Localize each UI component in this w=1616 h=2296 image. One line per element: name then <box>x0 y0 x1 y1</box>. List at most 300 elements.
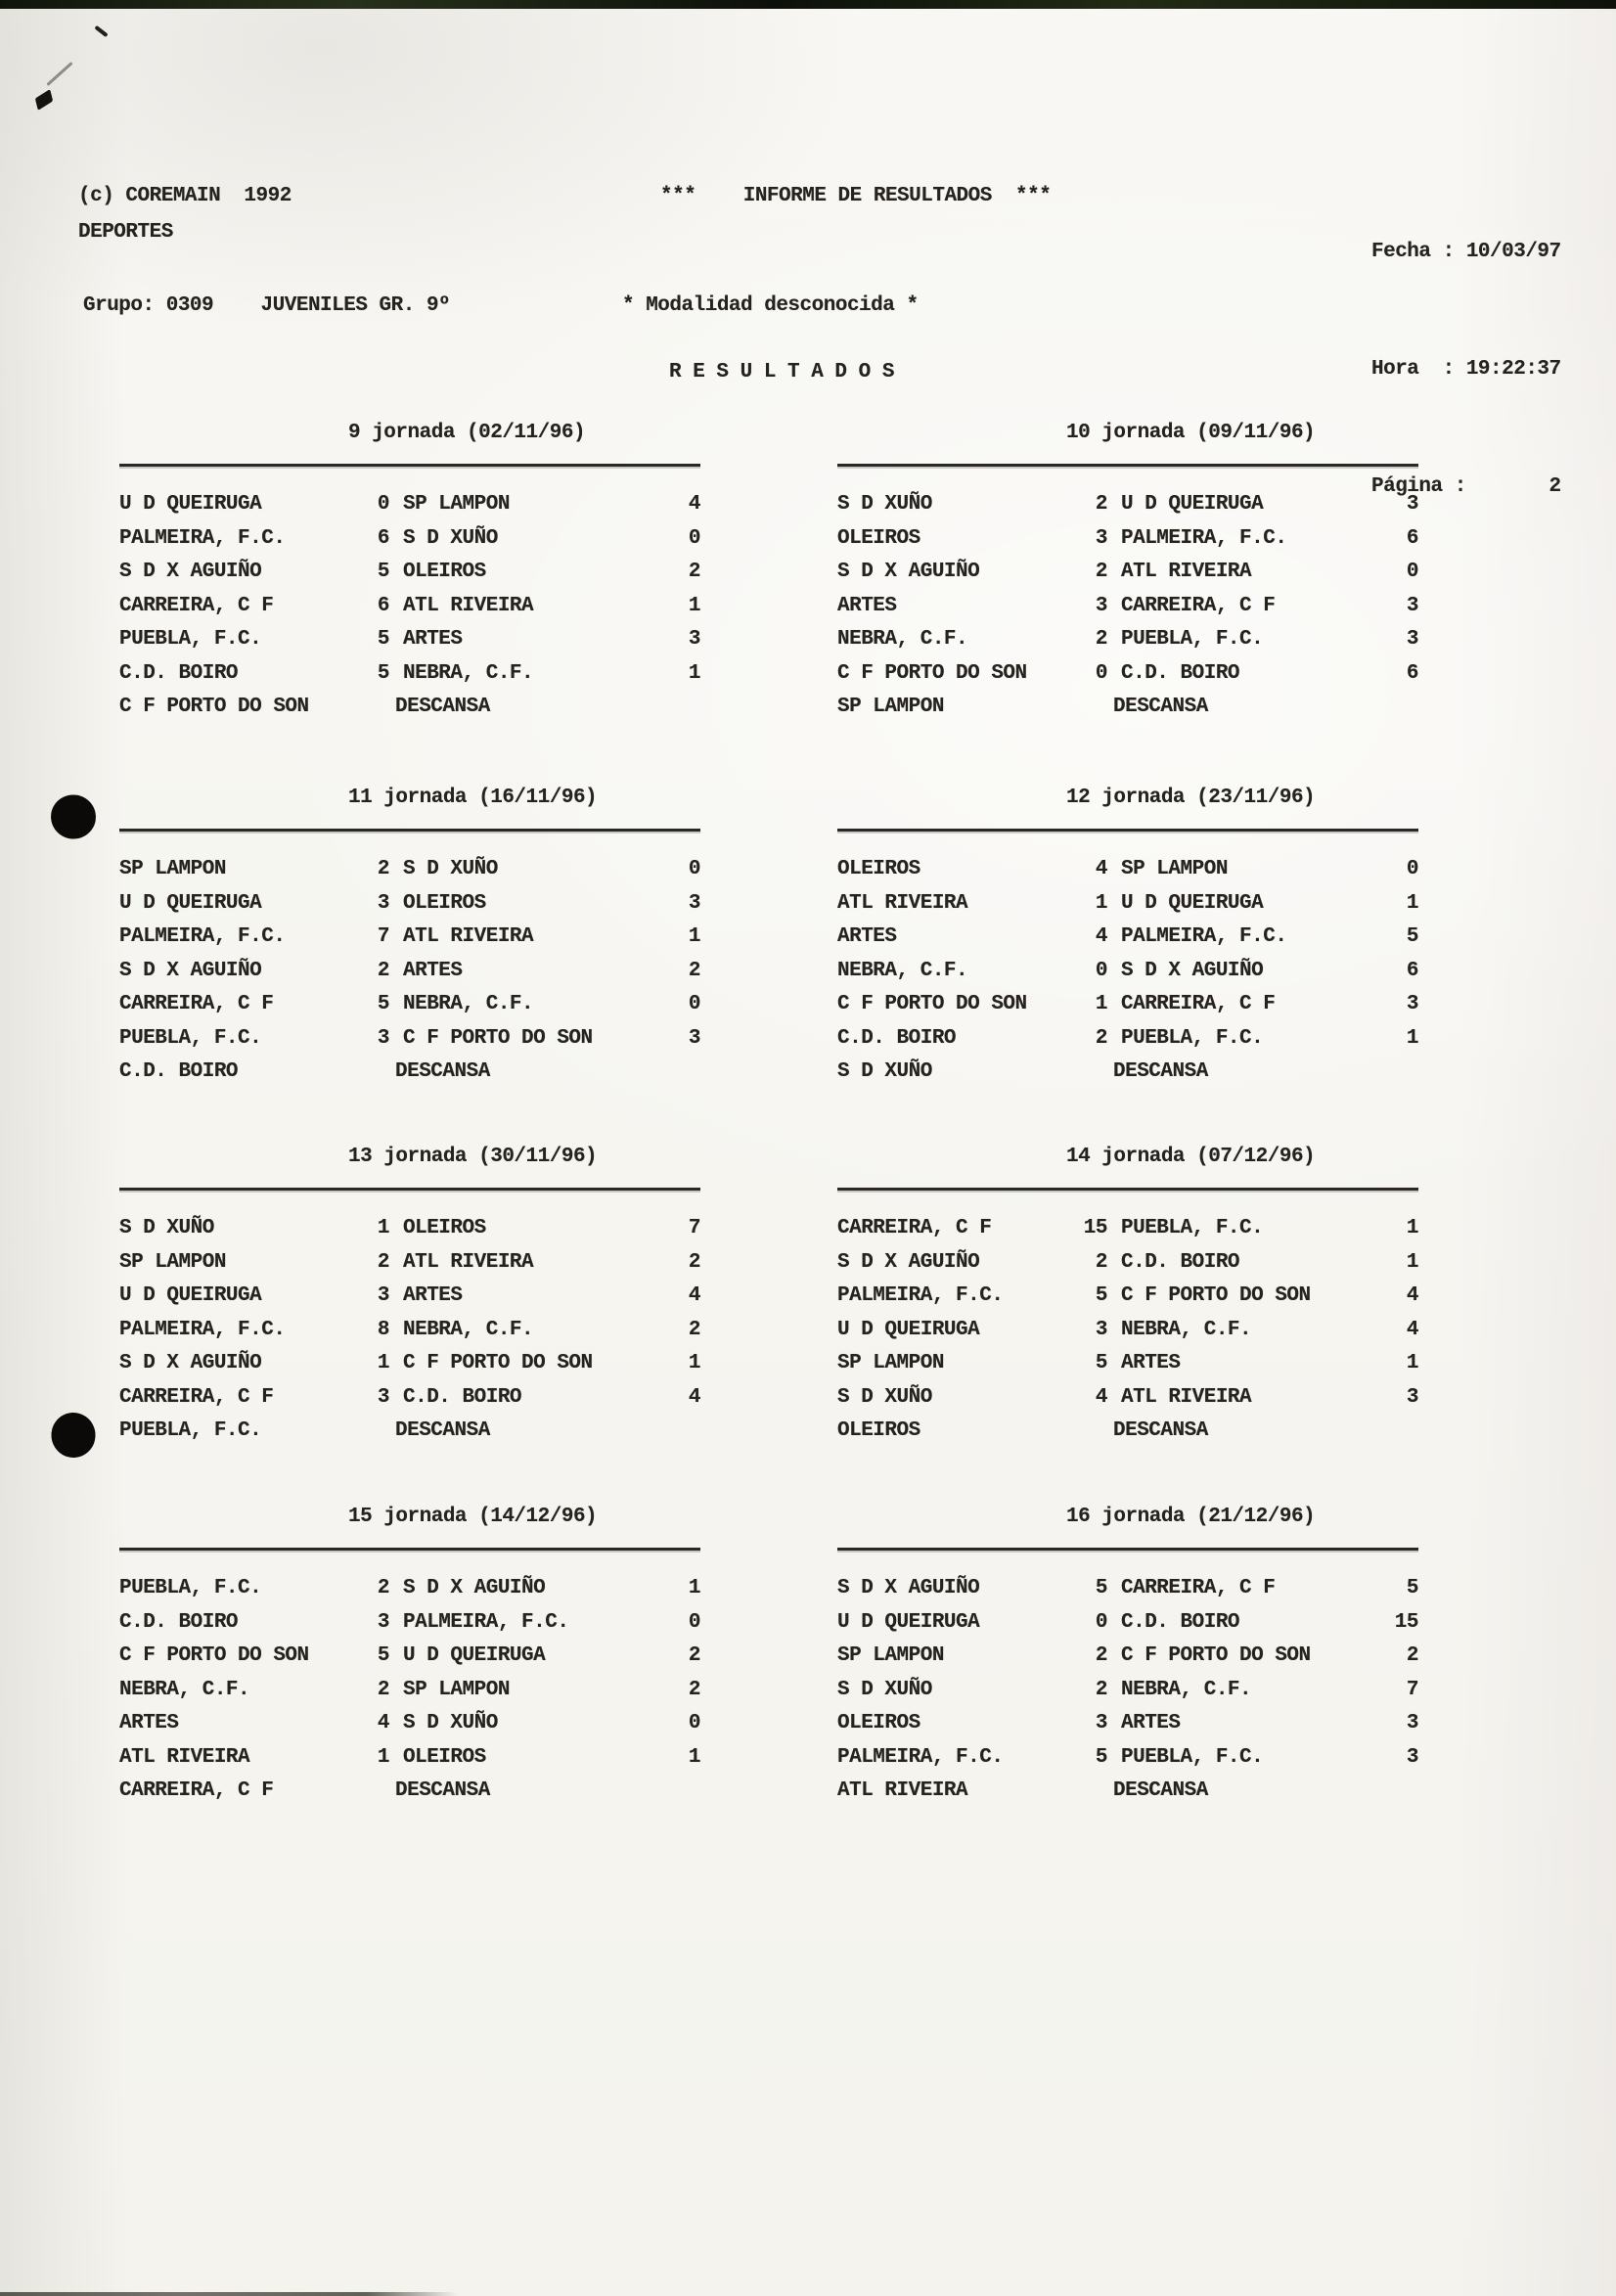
home-team: PUEBLA, F.C. <box>119 628 262 651</box>
away-score: 3 <box>1406 1385 1418 1409</box>
match-row <box>119 955 700 989</box>
away-score: 1 <box>688 1352 700 1374</box>
home-team: NEBRA, C.F. <box>837 959 968 982</box>
away-team: ATL RIVEIRA <box>403 925 534 948</box>
home-team: OLEIROS <box>837 858 920 880</box>
home-team: U D QUEIRUGA <box>837 1610 980 1634</box>
home-team: SP LAMPON <box>837 696 944 718</box>
punch-hole-top <box>47 791 99 842</box>
match-row <box>837 522 1418 557</box>
away-team: ARTES <box>1121 1712 1181 1734</box>
match-row <box>837 921 1418 955</box>
jornada-table <box>119 1145 700 1449</box>
home-team: CARREIRA, C F <box>119 594 274 617</box>
away-score: 1 <box>1406 1250 1418 1274</box>
away-score: 3 <box>688 628 700 651</box>
away-score: 1 <box>1406 1352 1418 1374</box>
home-team: S D XUÑO <box>837 1678 932 1701</box>
home-team: ATL RIVEIRA <box>837 1779 968 1802</box>
away-team: PALMEIRA, F.C. <box>403 1610 569 1634</box>
home-score: 0 <box>377 493 389 516</box>
home-team: S D X AGUIÑO <box>837 1577 980 1599</box>
jornada-title: 12 jornada (23/11/96) <box>1066 787 1316 809</box>
jornada-rule <box>119 1188 700 1191</box>
home-score: 2 <box>377 1678 389 1701</box>
home-team: C F PORTO DO SON <box>119 1644 309 1667</box>
match-row <box>119 1347 700 1381</box>
away-team: ATL RIVEIRA <box>1121 1385 1252 1409</box>
home-team: U D QUEIRUGA <box>119 891 262 915</box>
match-row <box>119 488 700 522</box>
home-score: 3 <box>377 891 389 915</box>
away-team: C F PORTO DO SON <box>403 1026 593 1050</box>
home-team: U D QUEIRUGA <box>119 1284 262 1307</box>
home-score: 2 <box>1095 561 1107 583</box>
home-team: ARTES <box>119 1712 179 1734</box>
home-score: 3 <box>377 1385 389 1409</box>
home-score: 1 <box>377 1352 389 1374</box>
group-line: Grupo: 0309 JUVENILES GR. 9º <box>83 294 451 317</box>
away-team: NEBRA, C.F. <box>403 1318 534 1341</box>
away-team: U D QUEIRUGA <box>403 1644 546 1667</box>
away-team: ATL RIVEIRA <box>1121 561 1252 583</box>
home-score: 4 <box>377 1712 389 1734</box>
away-team: DESCANSA <box>1113 1779 1208 1802</box>
home-team: PALMEIRA, F.C. <box>119 526 286 550</box>
home-team: S D XUÑO <box>837 1060 932 1083</box>
match-row <box>837 590 1418 624</box>
away-team: ARTES <box>403 628 463 651</box>
home-team: C F PORTO DO SON <box>837 993 1027 1015</box>
match-row <box>119 921 700 955</box>
match-row <box>837 1212 1418 1246</box>
jornada-rows <box>119 1212 700 1449</box>
home-team: SP LAMPON <box>119 1250 226 1274</box>
scanner-edge-bottom <box>0 2292 458 2296</box>
away-score: 1 <box>1406 1217 1418 1239</box>
jornada-table <box>837 421 1418 725</box>
away-score: 3 <box>1406 993 1418 1015</box>
home-team: SP LAMPON <box>837 1644 944 1667</box>
away-score <box>1371 691 1418 725</box>
away-score: 7 <box>688 1217 700 1239</box>
away-score: 2 <box>688 959 700 982</box>
away-team: ARTES <box>403 959 463 982</box>
jornada-table <box>119 786 700 1090</box>
header-department: DEPORTES <box>78 221 173 244</box>
away-team: DESCANSA <box>395 1779 490 1802</box>
home-team: SP LAMPON <box>837 1352 944 1374</box>
jornada-rows <box>837 488 1418 725</box>
jornada-rows <box>837 1212 1418 1449</box>
match-row <box>837 556 1418 590</box>
away-team: OLEIROS <box>403 1745 486 1769</box>
away-score: 4 <box>688 1284 700 1307</box>
punch-hole-bottom <box>49 1411 98 1460</box>
away-team: OLEIROS <box>403 891 486 915</box>
home-score: 4 <box>1095 1385 1107 1409</box>
meta-hora: Hora : 19:22:37 <box>1371 358 1561 381</box>
away-team: PUEBLA, F.C. <box>1121 1745 1264 1769</box>
match-row <box>837 691 1418 725</box>
jornada-rows <box>119 853 700 1090</box>
away-team: DESCANSA <box>395 1419 490 1442</box>
home-score: 4 <box>1095 925 1107 948</box>
home-team: PUEBLA, F.C. <box>119 1026 262 1050</box>
away-team: NEBRA, C.F. <box>1121 1678 1252 1701</box>
match-row <box>837 1381 1418 1416</box>
match-row <box>119 1246 700 1281</box>
away-team: ATL RIVEIRA <box>403 594 534 617</box>
match-row <box>119 1314 700 1348</box>
away-team: PUEBLA, F.C. <box>1121 628 1264 651</box>
jornada-title: 15 jornada (14/12/96) <box>348 1506 598 1528</box>
jornada-rule <box>119 829 700 832</box>
away-score: 3 <box>688 891 700 915</box>
jornada-rows <box>119 488 700 725</box>
away-score: 5 <box>1406 925 1418 948</box>
match-row <box>837 988 1418 1022</box>
home-team: CARREIRA, C F <box>119 1779 274 1802</box>
home-team: S D X AGUIÑO <box>837 561 980 583</box>
home-team: C.D. BOIRO <box>119 1060 239 1083</box>
match-row <box>837 1280 1418 1314</box>
match-row <box>119 623 700 657</box>
report-title: *** INFORME DE RESULTADOS *** <box>660 185 1052 207</box>
away-score: 6 <box>1406 661 1418 685</box>
match-row <box>119 1741 700 1776</box>
home-score: 5 <box>377 661 389 685</box>
away-team: SP LAMPON <box>403 1678 510 1701</box>
match-row <box>119 887 700 922</box>
away-team: ARTES <box>403 1284 463 1307</box>
away-team: U D QUEIRUGA <box>1121 493 1264 516</box>
jornada-title: 14 jornada (07/12/96) <box>1066 1146 1316 1168</box>
home-team: S D X AGUIÑO <box>119 1352 262 1374</box>
home-team: ATL RIVEIRA <box>119 1745 250 1769</box>
away-team: CARREIRA, C F <box>1121 1577 1276 1599</box>
away-score: 0 <box>1406 561 1418 583</box>
home-score: 3 <box>1095 594 1107 617</box>
pen-mark-stroke <box>46 62 72 86</box>
away-score: 4 <box>1406 1318 1418 1341</box>
away-score: 0 <box>688 858 700 880</box>
home-score: 6 <box>377 526 389 550</box>
away-score: 4 <box>1406 1284 1418 1307</box>
home-team: PALMEIRA, F.C. <box>119 925 286 948</box>
home-team: OLEIROS <box>837 1712 920 1734</box>
jornada-title: 10 jornada (09/11/96) <box>1066 422 1316 444</box>
away-score: 4 <box>688 493 700 516</box>
modality-note: * Modalidad desconocida * <box>622 294 919 317</box>
away-team: NEBRA, C.F. <box>403 661 534 685</box>
away-team: PUEBLA, F.C. <box>1121 1026 1264 1050</box>
match-row <box>119 1707 700 1741</box>
away-team: C F PORTO DO SON <box>403 1352 593 1374</box>
jornada-rule <box>837 464 1418 467</box>
home-team: PUEBLA, F.C. <box>119 1577 262 1599</box>
away-team: PALMEIRA, F.C. <box>1121 925 1287 948</box>
jornada-title: 13 jornada (30/11/96) <box>348 1146 598 1168</box>
match-row <box>837 1246 1418 1281</box>
home-score: 0 <box>1095 1610 1107 1634</box>
away-score <box>653 1775 700 1809</box>
away-score: 2 <box>1406 1644 1418 1667</box>
away-score: 1 <box>688 1745 700 1769</box>
away-score <box>653 1056 700 1090</box>
match-row <box>837 887 1418 922</box>
meta-fecha: Fecha : 10/03/97 <box>1371 241 1561 263</box>
home-score: 0 <box>1095 661 1107 685</box>
match-row <box>119 1022 700 1057</box>
away-score <box>1371 1415 1418 1449</box>
away-score: 3 <box>688 1026 700 1050</box>
away-score: 1 <box>688 661 700 685</box>
jornada-rule <box>837 1188 1418 1191</box>
match-row <box>119 853 700 887</box>
home-score: 1 <box>1095 891 1107 915</box>
away-team: DESCANSA <box>1113 1060 1208 1083</box>
match-row <box>119 556 700 590</box>
away-team: ARTES <box>1121 1352 1181 1374</box>
home-team: ARTES <box>837 594 897 617</box>
away-score: 3 <box>1406 493 1418 516</box>
match-row <box>837 1640 1418 1674</box>
home-score: 5 <box>1095 1745 1107 1769</box>
jornada-table <box>119 421 700 725</box>
away-score: 2 <box>688 1250 700 1274</box>
home-score: 2 <box>1095 1250 1107 1274</box>
home-score: 2 <box>377 1577 389 1599</box>
match-row <box>837 1572 1418 1606</box>
match-row <box>837 1775 1418 1809</box>
match-row <box>119 590 700 624</box>
match-row <box>119 1280 700 1314</box>
home-team: OLEIROS <box>837 1419 920 1442</box>
home-team: ARTES <box>837 925 897 948</box>
home-team: C.D. BOIRO <box>119 661 239 685</box>
match-row <box>837 1606 1418 1641</box>
home-score: 5 <box>1095 1577 1107 1599</box>
jornada-table <box>837 1505 1418 1809</box>
pen-mark-arrowhead <box>35 89 53 111</box>
match-row <box>119 988 700 1022</box>
match-row <box>837 1056 1418 1090</box>
home-team: PALMEIRA, F.C. <box>119 1318 286 1341</box>
away-team: DESCANSA <box>1113 696 1208 718</box>
away-score: 0 <box>688 1610 700 1634</box>
match-row <box>837 1674 1418 1708</box>
home-team: NEBRA, C.F. <box>119 1678 250 1701</box>
away-score: 4 <box>688 1385 700 1409</box>
jornada-rule <box>119 1548 700 1551</box>
away-team: S D X AGUIÑO <box>1121 959 1264 982</box>
home-team: C F PORTO DO SON <box>119 696 309 718</box>
match-row <box>837 1707 1418 1741</box>
away-score: 6 <box>1406 526 1418 550</box>
home-score: 3 <box>377 1026 389 1050</box>
home-score: 1 <box>1095 993 1107 1015</box>
home-score: 3 <box>377 1610 389 1634</box>
jornada-rule <box>119 464 700 467</box>
jornada-rule <box>837 829 1418 832</box>
away-team: SP LAMPON <box>403 493 510 516</box>
away-score: 0 <box>688 526 700 550</box>
home-team: U D QUEIRUGA <box>119 493 262 516</box>
away-score: 3 <box>1406 1745 1418 1769</box>
away-score: 7 <box>1406 1678 1418 1701</box>
away-team: S D XUÑO <box>403 1712 498 1734</box>
away-team: OLEIROS <box>403 1217 486 1239</box>
home-score: 0 <box>1095 959 1107 982</box>
home-team: S D X AGUIÑO <box>119 561 262 583</box>
jornada-table <box>837 1145 1418 1449</box>
away-score: 0 <box>688 993 700 1015</box>
away-score: 3 <box>1406 628 1418 651</box>
home-score: 15 <box>1083 1217 1107 1239</box>
away-score: 0 <box>688 1712 700 1734</box>
away-team: SP LAMPON <box>1121 858 1228 880</box>
away-team: C.D. BOIRO <box>1121 661 1240 685</box>
home-team: CARREIRA, C F <box>119 1385 274 1409</box>
jornada-title: 16 jornada (21/12/96) <box>1066 1506 1316 1528</box>
home-score: 2 <box>1095 1678 1107 1701</box>
home-score: 2 <box>377 858 389 880</box>
home-score: 2 <box>1095 1026 1107 1050</box>
away-team: C.D. BOIRO <box>403 1385 522 1409</box>
away-team: C.D. BOIRO <box>1121 1250 1240 1274</box>
match-row <box>119 522 700 557</box>
match-row <box>837 623 1418 657</box>
away-score: 2 <box>688 1678 700 1701</box>
away-team: U D QUEIRUGA <box>1121 891 1264 915</box>
home-score: 3 <box>1095 1318 1107 1341</box>
jornada-table <box>837 786 1418 1090</box>
match-row <box>837 1415 1418 1449</box>
home-team: PUEBLA, F.C. <box>119 1419 262 1442</box>
home-score: 2 <box>1095 1644 1107 1667</box>
pen-mark-dash <box>94 25 108 37</box>
away-score: 1 <box>1406 891 1418 915</box>
match-row <box>119 1381 700 1416</box>
away-score: 15 <box>1394 1610 1418 1634</box>
away-team: ATL RIVEIRA <box>403 1250 534 1274</box>
away-team: PUEBLA, F.C. <box>1121 1217 1264 1239</box>
home-score: 2 <box>1095 628 1107 651</box>
home-score: 5 <box>1095 1284 1107 1307</box>
away-team: PALMEIRA, F.C. <box>1121 526 1287 550</box>
match-row <box>119 1415 700 1449</box>
home-team: PALMEIRA, F.C. <box>837 1284 1004 1307</box>
jornada-rule <box>837 1548 1418 1551</box>
jornada-rows <box>119 1572 700 1809</box>
jornada-rows <box>837 1572 1418 1809</box>
match-row <box>837 488 1418 522</box>
home-score: 5 <box>377 561 389 583</box>
results-heading: R E S U L T A D O S <box>669 361 894 383</box>
jornada-title: 9 jornada (02/11/96) <box>348 422 586 444</box>
match-row <box>119 1674 700 1708</box>
home-score: 3 <box>377 1284 389 1307</box>
home-team: S D XUÑO <box>837 1385 932 1409</box>
home-score: 5 <box>377 1644 389 1667</box>
home-score: 7 <box>377 925 389 948</box>
match-row <box>119 691 700 725</box>
jornada-title: 11 jornada (16/11/96) <box>348 787 598 809</box>
scanner-edge-top <box>0 0 1616 9</box>
away-team: S D XUÑO <box>403 526 498 550</box>
away-team: DESCANSA <box>395 1060 490 1083</box>
home-team: OLEIROS <box>837 526 920 550</box>
match-row <box>837 955 1418 989</box>
away-score: 3 <box>1406 1712 1418 1734</box>
away-team: NEBRA, C.F. <box>403 993 534 1015</box>
home-team: CARREIRA, C F <box>119 993 274 1015</box>
away-team: S D XUÑO <box>403 858 498 880</box>
home-team: C.D. BOIRO <box>837 1026 957 1050</box>
away-score: 1 <box>1406 1026 1418 1050</box>
match-row <box>119 1775 700 1809</box>
home-team: CARREIRA, C F <box>837 1217 992 1239</box>
jornada-rows <box>837 853 1418 1090</box>
home-score: 2 <box>377 1250 389 1274</box>
match-row <box>837 853 1418 887</box>
away-score: 1 <box>688 1577 700 1599</box>
away-team: DESCANSA <box>395 696 490 718</box>
home-score: 1 <box>377 1217 389 1239</box>
match-row <box>837 1314 1418 1348</box>
header-copyright: (c) COREMAIN 1992 <box>78 185 292 207</box>
away-score: 2 <box>688 1318 700 1341</box>
home-score: 8 <box>377 1318 389 1341</box>
match-row <box>837 1347 1418 1381</box>
away-score: 5 <box>1406 1577 1418 1599</box>
home-team: NEBRA, C.F. <box>837 628 968 651</box>
home-score: 1 <box>377 1745 389 1769</box>
away-team: NEBRA, C.F. <box>1121 1318 1252 1341</box>
away-score <box>653 691 700 725</box>
away-team: CARREIRA, C F <box>1121 594 1276 617</box>
away-score: 0 <box>1406 858 1418 880</box>
away-team: CARREIRA, C F <box>1121 993 1276 1015</box>
away-team: C F PORTO DO SON <box>1121 1644 1311 1667</box>
home-team: SP LAMPON <box>119 858 226 880</box>
away-score <box>1371 1775 1418 1809</box>
home-team: PALMEIRA, F.C. <box>837 1745 1004 1769</box>
away-team: C F PORTO DO SON <box>1121 1284 1311 1307</box>
away-score <box>653 1415 700 1449</box>
home-score: 4 <box>1095 858 1107 880</box>
away-score: 1 <box>688 925 700 948</box>
home-score: 5 <box>377 628 389 651</box>
match-row <box>119 1640 700 1674</box>
match-row <box>837 1741 1418 1776</box>
home-score: 6 <box>377 594 389 617</box>
home-team: C F PORTO DO SON <box>837 661 1027 685</box>
match-row <box>119 1606 700 1641</box>
home-team: S D XUÑO <box>837 493 932 516</box>
match-row <box>119 1056 700 1090</box>
away-score: 1 <box>688 594 700 617</box>
match-row <box>119 657 700 692</box>
home-team: S D X AGUIÑO <box>837 1250 980 1274</box>
away-score: 2 <box>688 1644 700 1667</box>
away-score <box>1371 1056 1418 1090</box>
match-row <box>837 1022 1418 1057</box>
away-score: 2 <box>688 561 700 583</box>
match-row <box>119 1572 700 1606</box>
home-team: C.D. BOIRO <box>119 1610 239 1634</box>
